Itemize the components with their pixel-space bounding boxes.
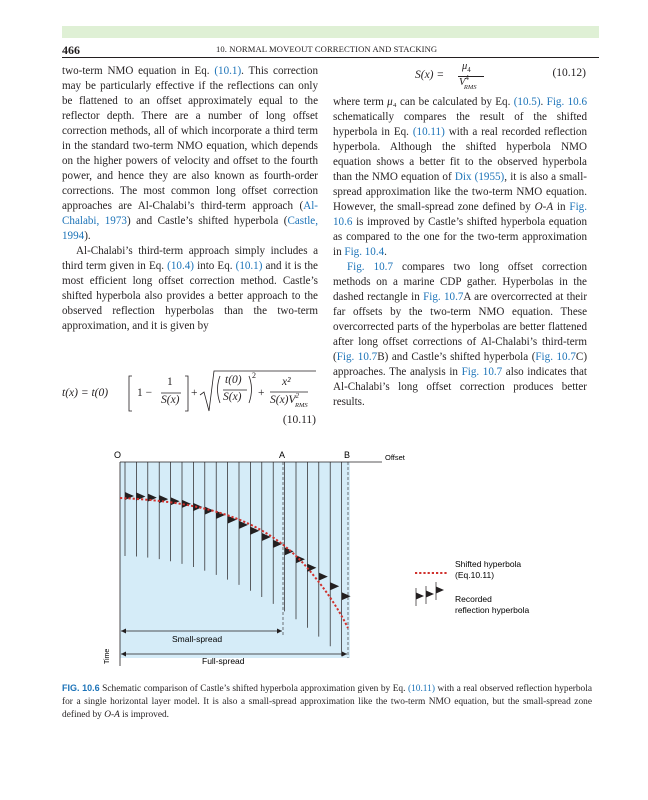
- legend-recorded-swatch: [416, 582, 444, 606]
- cross-reference-link[interactable]: Fig. 10.7: [347, 261, 394, 273]
- cross-reference-link[interactable]: (10.4): [167, 260, 194, 272]
- equation-10-12: [410, 62, 588, 96]
- eq-x2-den-sub: RMS: [295, 402, 308, 409]
- figure-svg: [62, 446, 602, 674]
- label-offset: Offset: [385, 453, 405, 462]
- label-B: B: [344, 450, 351, 460]
- legend-wavelet: [426, 591, 434, 598]
- cross-reference-link[interactable]: Al-Chalabi, 1973: [62, 200, 318, 227]
- header-rule: [62, 57, 599, 58]
- label-full-spread: Full-spread: [202, 656, 245, 666]
- text-run: is improved.: [119, 710, 170, 720]
- eq-x2-den-base: S(x)V: [270, 394, 296, 406]
- v-superscript: 4: [465, 74, 469, 82]
- text-run: , it is also a small-spread approximation like the two-term NMO equation. However, the small-spread zone defined by: [333, 171, 587, 213]
- text-run: into Eq.: [193, 260, 236, 272]
- eq-x2-num: x²: [282, 376, 291, 388]
- eq-lhs: t(x) = t(0): [62, 387, 109, 399]
- eq-den: [459, 74, 482, 91]
- text-run: is improved by Castle’s shifted hyperbola equation as compared to the one for the two-term approximation in: [333, 216, 587, 258]
- eq-num: [462, 61, 471, 74]
- legend-shifted-eq: (Eq.10.11): [455, 570, 495, 580]
- equation-number: (10.12): [552, 67, 586, 79]
- text-run: B) and Castle’s shifted hyperbola (: [377, 351, 536, 363]
- cross-reference-link[interactable]: Dix (1955): [454, 171, 505, 183]
- cross-reference-link[interactable]: (10.1): [214, 65, 242, 77]
- text-run: ).: [84, 230, 91, 242]
- paragraph: [62, 244, 318, 334]
- eq-sqrt-num: t(0): [225, 374, 242, 386]
- cross-reference-link[interactable]: Fig. 10.7: [461, 366, 503, 378]
- legend-wavelet: [436, 587, 444, 594]
- legend-recorded-label: Recorded: [455, 594, 492, 604]
- legend-shifted-label: Shifted hyperbola: [455, 559, 522, 569]
- italic-text: μ: [387, 96, 393, 108]
- figure-label: FIG. 10.6: [62, 683, 100, 693]
- text-run: ) and Castle’s shifted hyperbola (: [126, 215, 288, 227]
- running-title: 10. NORMAL MOVEOUT CORRECTION AND STACKING: [216, 44, 438, 54]
- mu-symbol: μ: [462, 61, 468, 72]
- text-run: in: [553, 201, 570, 213]
- text-run: C) approaches. The analysis in: [333, 351, 588, 378]
- text-run: and it is the most efficient long offset correction method. Castle’s shifted hyperbola also provides a better approach to the observed reflection hyperbolas than the two-term approximation, and it is given by: [62, 260, 318, 332]
- v-subscript: RMS: [463, 84, 477, 91]
- text-run: Schematic comparison of Castle’s shifted hyperbola approximation given by Eq.: [99, 684, 408, 694]
- label-A: A: [279, 450, 286, 460]
- cross-reference-link[interactable]: Fig. 10.4: [344, 246, 385, 258]
- text-run: also indicates that Al-Chalabi’s long offset correction produces better results.: [333, 366, 587, 408]
- cross-reference-link[interactable]: (10.11): [412, 126, 445, 138]
- legend-recorded-label2: reflection hyperbola: [455, 605, 530, 615]
- text-run: with a real recorded reflection hyperbola. Although the shifted hyperbola NMO equation shows a better fit to the observed hyperbola than the NMO equation of: [333, 126, 587, 183]
- eq-x2-den-sup: 2: [295, 392, 300, 400]
- cross-reference-link[interactable]: Castle, 1994: [62, 215, 318, 242]
- shaded-region: [120, 462, 350, 658]
- text-run: ₄ can be calculated by Eq.: [392, 96, 514, 108]
- text-run: A are overcorrected at their far offsets by the two-term NMO equation. These overcorrected parts of the hyperbolas are better flattened after long offset corrections of Al-Chalabi’s third-term (: [333, 291, 588, 363]
- figure-caption: [62, 682, 592, 722]
- equation-10-11: [62, 369, 318, 429]
- legend-wavelet: [416, 593, 424, 600]
- v-symbol: V: [459, 77, 466, 88]
- text-run: .: [540, 96, 547, 108]
- text-run: schematically compares the result of the shifted hyperbola in Eq.: [333, 111, 587, 138]
- equation-number: (10.11): [282, 414, 316, 426]
- label-time: Time: [104, 648, 111, 664]
- paragraph: [333, 260, 587, 410]
- mu-subscript: 4: [467, 66, 471, 75]
- cross-reference-link[interactable]: Fig. 10.6: [546, 96, 587, 108]
- cross-reference-link[interactable]: Fig. 10.7: [336, 351, 378, 363]
- paragraph: [333, 95, 587, 260]
- text-run: compares two long offset correction methods on a marine CDP gather. Hyperbolas in the dashed rectangle in: [333, 261, 588, 303]
- label-small-spread: Small-spread: [172, 634, 223, 644]
- page-number: 466: [62, 43, 80, 57]
- text-run: .: [384, 246, 387, 258]
- eq-x2-den: [270, 392, 312, 409]
- eq-lhs: S(x) =: [415, 69, 445, 81]
- text-run: Al-Chalabi’s third-term approach simply includes a third term given in Eq.: [62, 245, 318, 272]
- eq-plus2: +: [258, 387, 265, 399]
- eq-term1-den: S(x): [161, 394, 180, 406]
- eq-term1-num: 1: [167, 376, 173, 388]
- text-run: two-term NMO equation in Eq.: [62, 65, 215, 77]
- right-column: [333, 95, 587, 410]
- eq-sqrt-den: S(x): [223, 391, 242, 403]
- eq-plus: +: [191, 387, 198, 399]
- label-O: O: [114, 450, 122, 460]
- left-column: [62, 64, 318, 334]
- italic-text: O-A: [104, 710, 120, 720]
- eq-exp: 2: [252, 371, 256, 380]
- text-run: . This correction may be particularly effective if the reflections can only be flattened to an offset approximately equal to the reflector depth. There are a number of long offset correction methods, all of which incorporate a third term in the standard two-term NMO equation, which depends on the higher powers of velocity and offset to the fourth power, and hence they are also known as fourth-order corrections. The most common long offset correction approaches are Al-Chalabi’s third-term approach (: [62, 65, 318, 212]
- cross-reference-link[interactable]: (10.11): [407, 684, 435, 694]
- cross-reference-link[interactable]: Fig. 10.7: [423, 291, 464, 303]
- figure-10-6: [62, 446, 602, 674]
- text-run: with a real observed reflection hyperbola for a single horizontal layer model. It is also a small-spread approximation like the two-term NMO equation, but the small-spread zone defined by: [62, 684, 592, 720]
- eq-one: 1 −: [137, 387, 153, 399]
- cross-reference-link[interactable]: (10.5): [513, 96, 541, 108]
- cross-reference-link[interactable]: Fig. 10.7: [535, 351, 576, 363]
- text-run: where term: [333, 96, 388, 108]
- italic-text: O-A: [534, 201, 554, 213]
- header-color-bar: [62, 26, 599, 38]
- cross-reference-link[interactable]: Fig. 10.6: [333, 201, 587, 228]
- cross-reference-link[interactable]: (10.1): [235, 260, 263, 272]
- paragraph: [62, 64, 318, 244]
